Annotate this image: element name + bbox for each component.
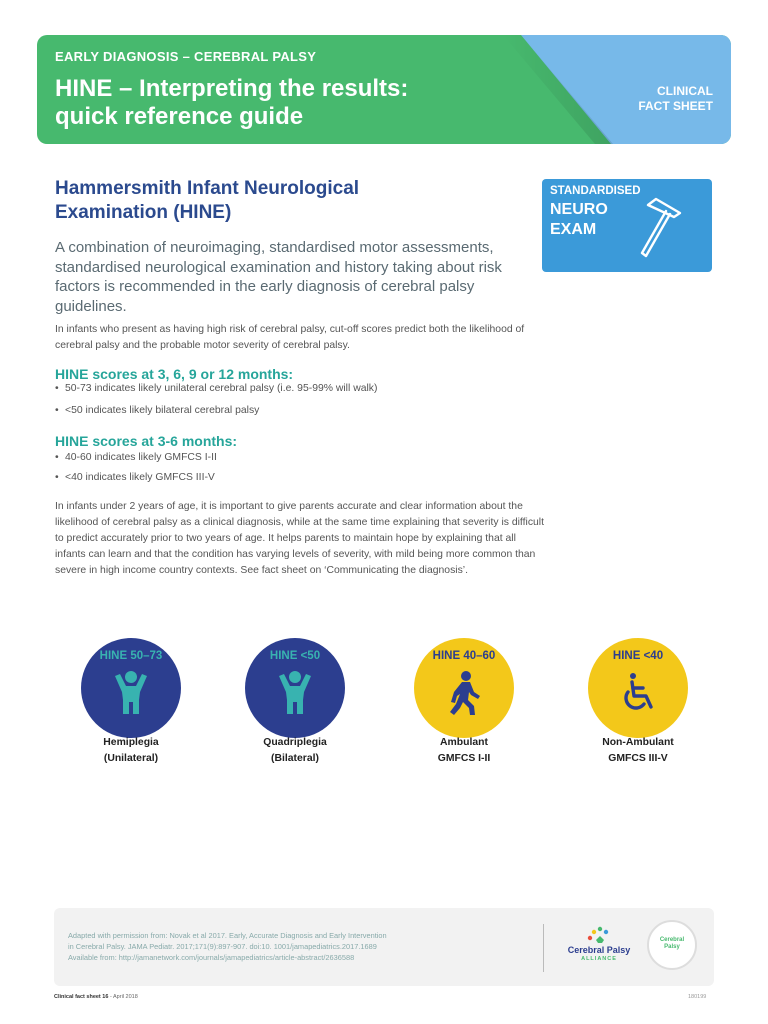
circle-label: HINE 40–60	[432, 650, 496, 662]
hine-40-60-circle	[414, 638, 514, 738]
scores-3-12-list	[55, 383, 377, 427]
badge-big-line-1: NEURO	[550, 201, 608, 218]
logo-sub: ALLIANCE	[581, 956, 617, 962]
caption-line-1: Ambulant	[440, 737, 488, 748]
section-heading	[55, 177, 495, 225]
caption-line-1: Non-Ambulant	[602, 737, 674, 748]
list-item: • <50 indicates likely bilateral cerebral palsy	[55, 405, 377, 427]
fact-sheet-tag	[603, 84, 713, 114]
dots-logo-icon	[584, 926, 614, 944]
circle-label: HINE <50	[269, 650, 321, 662]
guidance-paragraph: In infants under 2 years of age, it is important to give parents accurate and clear information about the likelihood of cerebral palsy as a clinical diagnosis, while at the same time explaining that severity is difficult to predict accurately prior to two years of age. It helps parents to maintain hope by explaining that all infants can learn and that the condition has varying levels of severity, with mild being more common than severe in high income country contexts. See fact sheet on ‘Communicating the diagnosis’.	[55, 501, 544, 576]
non-ambulant-caption	[568, 735, 708, 767]
caption-line-1: Hemiplegia	[103, 737, 159, 748]
list-item: • 50-73 indicates likely unilateral cerebral palsy (i.e. 95-99% will walk)	[55, 383, 377, 405]
caption-line-2: GMFCS III-V	[608, 753, 668, 764]
list-item: • <40 indicates likely GMFCS III-V	[55, 472, 217, 492]
citation-line-2: in Cerebral Palsy. JAMA Pediatr. 2017;171(9):897-907. doi:10. 1001/jamapediatrics.2017.1689	[68, 942, 377, 951]
scores-3-12-heading: HINE scores at 3, 6, 9 or 12 months:	[55, 366, 294, 382]
badge-small-label: STANDARDISED	[550, 185, 641, 197]
hine-under-40-circle	[588, 638, 688, 738]
reflex-hammer-icon	[634, 191, 692, 263]
citation-line-1: Adapted with permission from: Novak et al 2017. Early, Accurate Diagnosis and Early Intervention	[68, 931, 387, 940]
child-arms-up-icon	[275, 670, 315, 716]
circle-label: HINE 50–73	[99, 650, 163, 662]
circle-label: HINE <40	[612, 650, 664, 662]
badge-big-line-2: EXAM	[550, 221, 597, 238]
citation	[68, 930, 438, 963]
scores-3-6-list	[55, 452, 217, 492]
sheet-number	[54, 994, 138, 1000]
title-line-2: quick reference guide	[55, 103, 304, 130]
caption-line-2: (Unilateral)	[103, 753, 159, 764]
logo-name: Cerebral Palsy	[567, 945, 631, 955]
intro-paragraph: In infants who present as having high risk of cerebral palsy, cut-off scores predict both the likelihood of cerebral palsy and the probable motor severity of cerebral palsy.	[55, 324, 525, 351]
wheelchair-icon	[618, 670, 658, 716]
caption-line-2: (Bilateral)	[271, 753, 319, 764]
research-centre-seal	[647, 920, 697, 970]
page-title	[55, 75, 408, 131]
fact-sheet-tag-line-2: FACT SHEET	[638, 99, 713, 113]
hine-under-50-circle	[245, 638, 345, 738]
hine-50-73-circle	[81, 638, 181, 738]
child-arms-up-icon	[111, 670, 151, 716]
seal-text	[649, 937, 695, 951]
reference-footer	[54, 908, 714, 986]
seal-line-2: Palsy	[664, 944, 680, 950]
list-item: • 40-60 indicates likely GMFCS I-II	[55, 452, 217, 472]
section-heading-line-1: Hammersmith Infant Neurological	[55, 178, 360, 199]
walking-person-icon	[444, 670, 484, 716]
citation-line-3[interactable]: Available from: http://jamanetwork.com/journals/jamapediatrics/article-abstract/2636588	[68, 953, 355, 962]
ambulant-caption	[394, 735, 534, 767]
caption-line-2: GMFCS I-II	[437, 753, 491, 764]
series-label: EARLY DIAGNOSIS – CEREBRAL PALSY	[55, 49, 317, 64]
title-line-1: HINE – Interpreting the results:	[55, 75, 409, 102]
document-code: 180199	[688, 994, 707, 1000]
footer-divider	[543, 924, 544, 972]
header-banner	[37, 35, 731, 144]
sheet-number-bold: Clinical fact sheet 16	[54, 994, 109, 1000]
scores-3-6-heading: HINE scores at 3-6 months:	[55, 433, 238, 449]
quadriplegia-caption	[225, 735, 365, 767]
hemiplegia-caption	[61, 735, 201, 767]
lead-paragraph: A combination of neuroimaging, standardised motor assessments, standardised neurological examination and history taking about risk factors is recommended in the early diagnosis of cerebral palsy guidelines.	[55, 239, 502, 315]
logo-text	[554, 946, 644, 964]
sheet-date: - April 2018	[108, 994, 138, 1000]
badge-big-label	[550, 200, 608, 240]
section-heading-line-2: Examination (HINE)	[55, 202, 232, 223]
cerebral-palsy-alliance-logo	[554, 926, 644, 972]
seal-line-1: Cerebral	[659, 937, 685, 943]
standardised-neuro-exam-badge	[542, 179, 712, 272]
caption-line-1: Quadriplegia	[263, 737, 327, 748]
fact-sheet-tag-line-1: CLINICAL	[657, 84, 713, 98]
